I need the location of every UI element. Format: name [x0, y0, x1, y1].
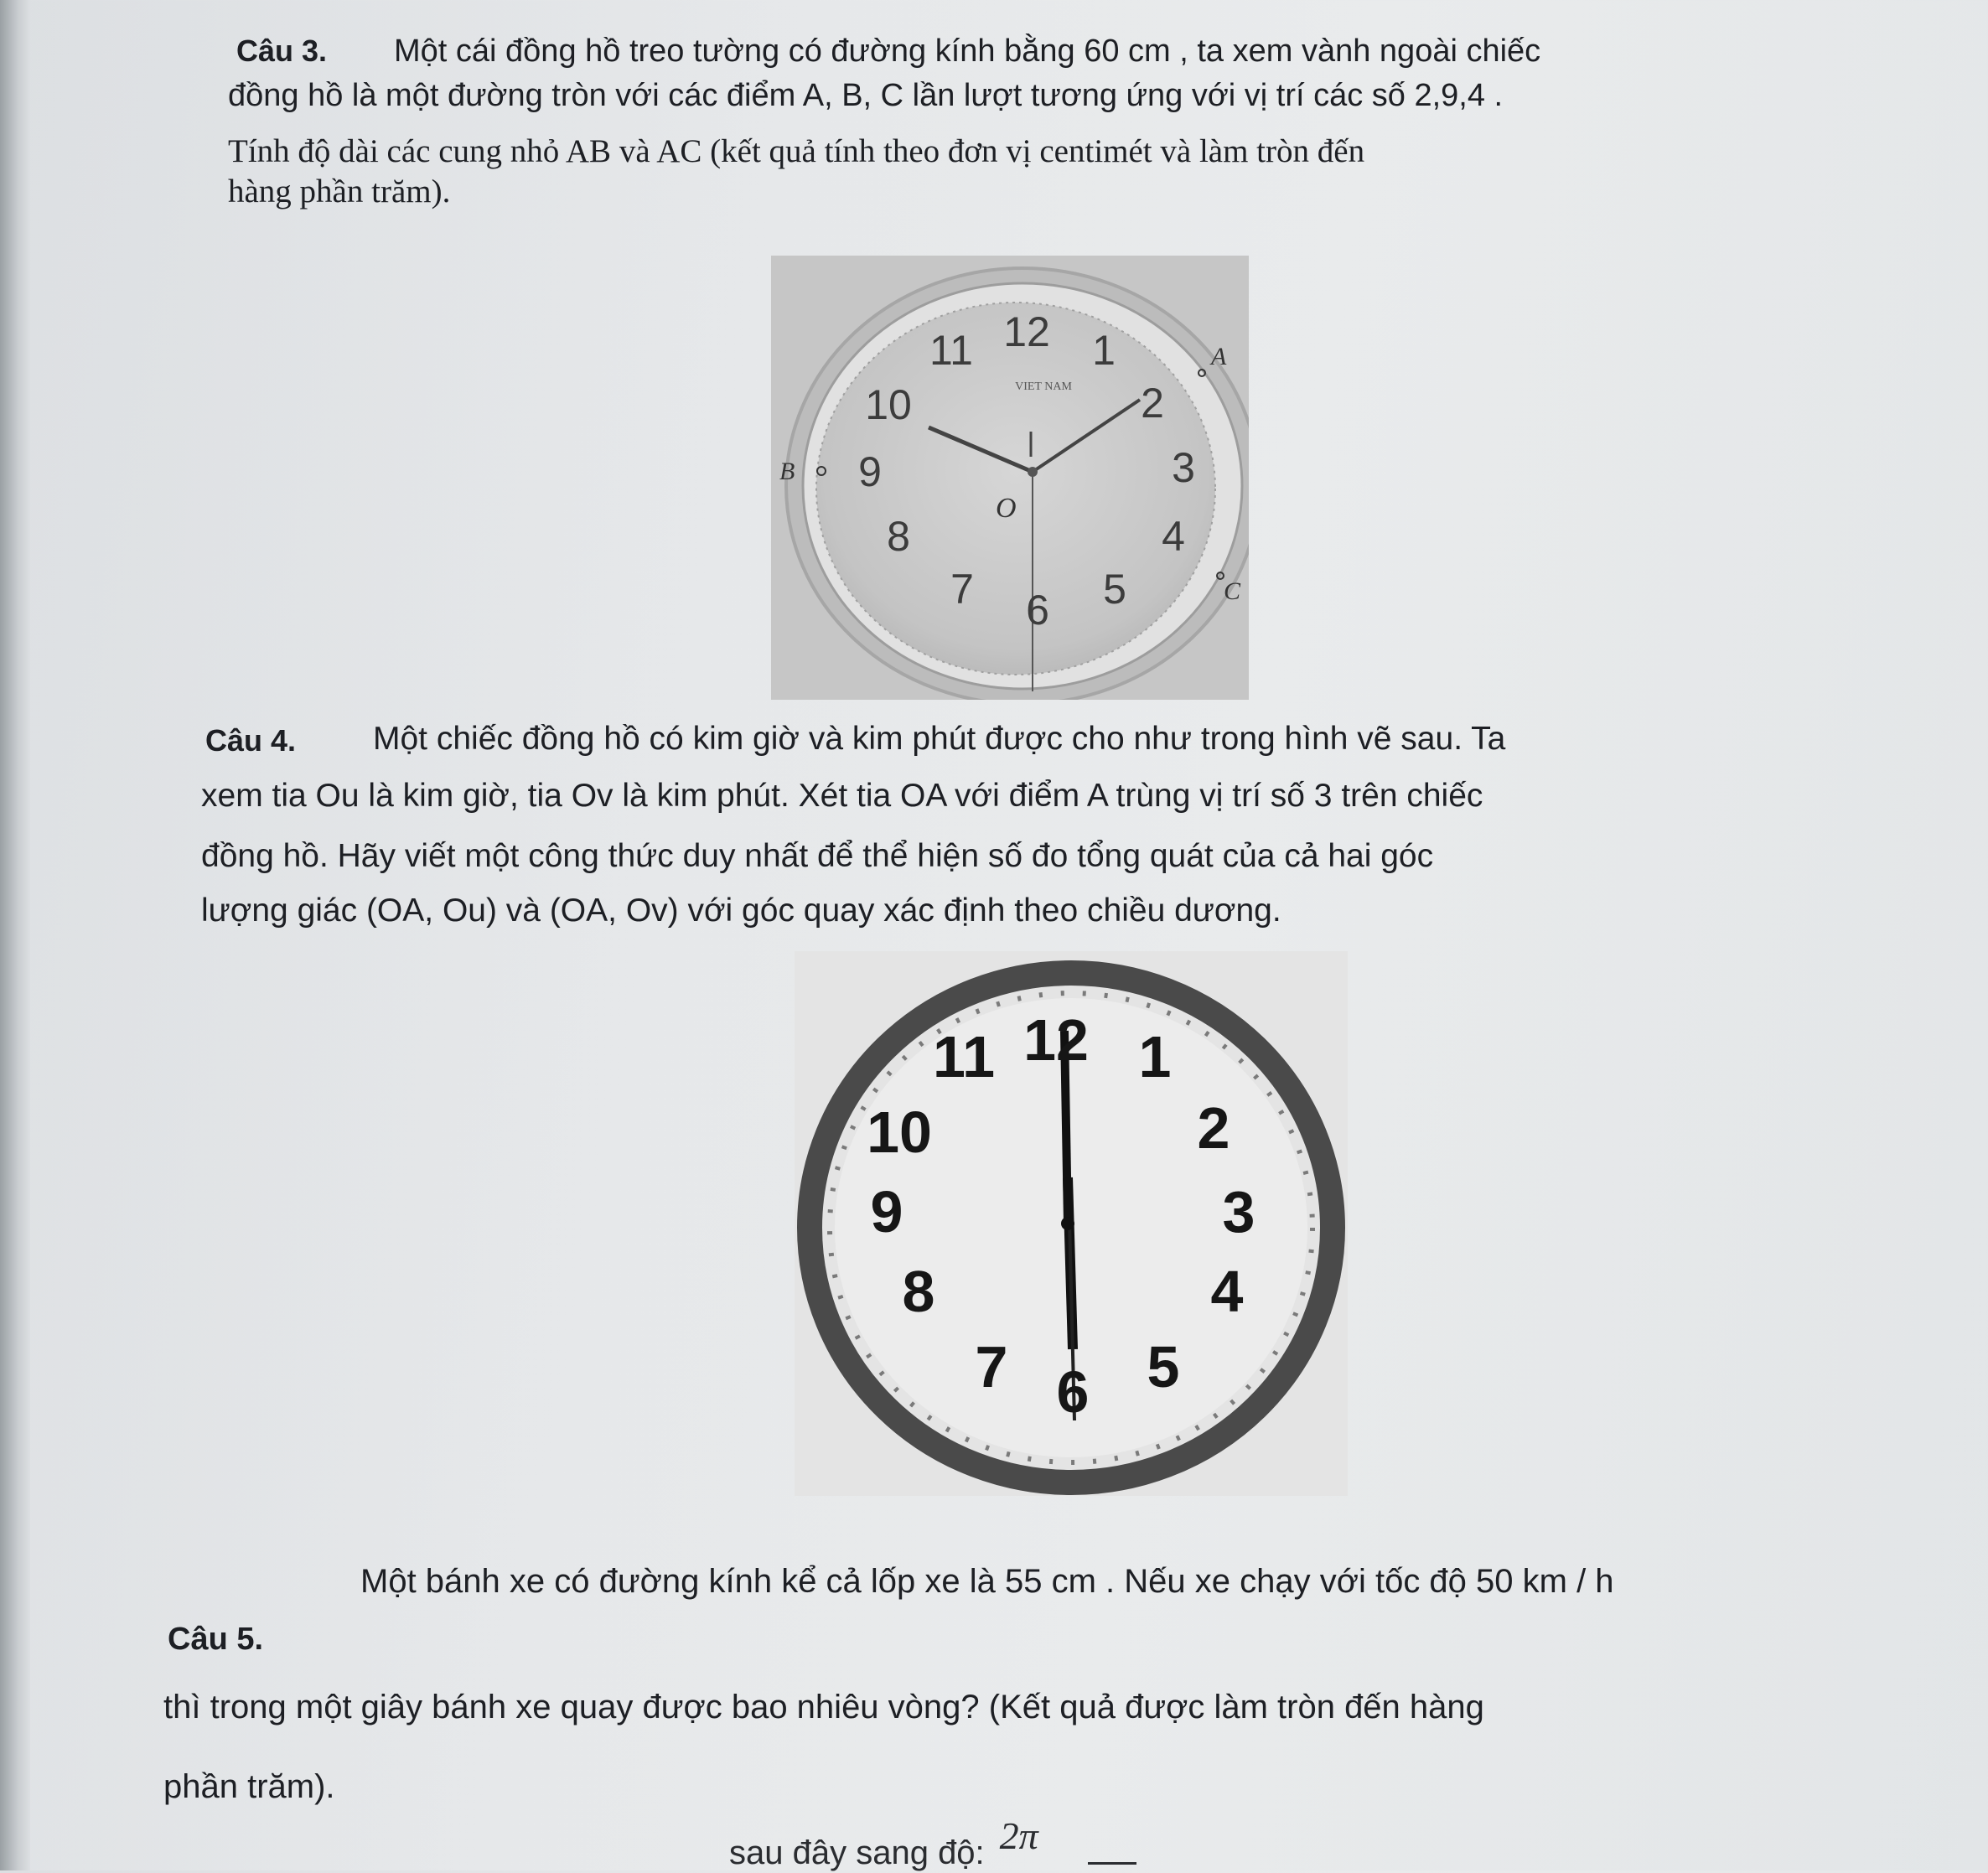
clock-figure-1 — [771, 256, 1249, 700]
clock-1-number: 10 — [865, 381, 912, 428]
clock-figure-2 — [795, 951, 1348, 1496]
clock-1-number: 1 — [1092, 327, 1116, 374]
clock-1-number: 2 — [1141, 380, 1164, 427]
clock-2-number: 10 — [867, 1099, 932, 1165]
clock-2-number: 8 — [902, 1259, 935, 1324]
clock-2-center-pin — [1061, 1217, 1074, 1230]
question-5-line: Một bánh xe có đường kính kể cả lốp xe là 55 cm . Nếu xe chạy với tốc độ 50 km / h — [360, 1563, 1614, 1600]
clock-1-point-b-label: B — [779, 458, 795, 485]
question-4-line: lượng giác (OA, Ou) và (OA, Ov) với góc quay xác định theo chiều dương. — [201, 893, 1281, 929]
clock-1-svg — [771, 256, 1249, 700]
fraction-bar — [1088, 1862, 1136, 1865]
question-3-line: Một cái đồng hồ treo tường có đường kính bằng 60 cm , ta xem vành ngoài chiếc — [394, 34, 1541, 69]
clock-1-brand: VIET NAM — [1015, 380, 1072, 393]
clock-1-number: 7 — [950, 566, 974, 613]
clock-2-number: 5 — [1147, 1334, 1180, 1400]
clock-1-point-a-label: A — [1211, 343, 1227, 370]
clock-1-number: 6 — [1026, 587, 1049, 634]
question-4-label: Câu 4. — [205, 723, 297, 758]
question-5-line: thì trong một giây bánh xe quay được bao nhiêu vòng? (Kết quả được làm tròn đến hàng — [163, 1689, 1484, 1726]
clock-2-number: 6 — [1056, 1359, 1090, 1425]
paper-edge — [0, 0, 30, 1870]
question-4-line: Một chiếc đồng hồ có kim giờ và kim phút được cho như trong hình vẽ sau. Ta — [373, 721, 1506, 757]
question-5-label: Câu 5. — [168, 1622, 264, 1657]
clock-1-number: 11 — [929, 327, 973, 374]
fraction-numerator: 2π — [999, 1814, 1038, 1857]
question-4-line: đồng hồ. Hãy viết một công thức duy nhất để thể hiện số đo tổng quát của cả hai góc — [201, 838, 1434, 874]
clock-1-point-c-label: C — [1224, 577, 1241, 605]
question-5-line: phần trăm). — [163, 1768, 335, 1805]
clock-2-number: 11 — [933, 1024, 995, 1089]
clock-2-number: 3 — [1222, 1179, 1255, 1244]
fragment-text: sau đây sang độ: — [729, 1834, 985, 1871]
clock-2-number: 7 — [975, 1334, 1008, 1400]
clock-2-number: 12 — [1023, 1007, 1089, 1073]
clock-2-number: 9 — [870, 1179, 903, 1244]
question-4-line: xem tia Ou là kim giờ, tia Ov là kim phút. Xét tia OA với điểm A trùng vị trí số 3 trên chiếc — [201, 778, 1483, 814]
clock-1-center-pin — [1028, 467, 1038, 477]
question-3-line: Tính độ dài các cung nhỏ AB và AC (kết quả tính theo đơn vị centimét và làm tròn đến — [228, 133, 1365, 169]
next-question-fragment — [729, 1814, 1038, 1873]
clock-2-number: 2 — [1197, 1095, 1230, 1161]
clock-1-number: 4 — [1162, 513, 1185, 560]
question-3-line: đồng hồ là một đường tròn với các điểm A, B, C lần lượt tương ứng với vị trí các số 2,9,4 . — [228, 78, 1504, 113]
clock-1-number: 3 — [1172, 444, 1195, 491]
clock-1-number: 9 — [858, 448, 882, 495]
question-3-label: Câu 3. — [236, 34, 328, 68]
clock-1-number: 5 — [1103, 566, 1126, 613]
clock-2-number: 1 — [1138, 1024, 1172, 1089]
clock-1-number: 8 — [887, 513, 910, 560]
clock-2-svg — [795, 951, 1348, 1496]
question-3-line: hàng phần trăm). — [228, 173, 451, 210]
clock-1-center-label: O — [996, 493, 1017, 524]
clock-1-number: 12 — [1003, 308, 1050, 355]
clock-2-number: 4 — [1210, 1259, 1244, 1324]
